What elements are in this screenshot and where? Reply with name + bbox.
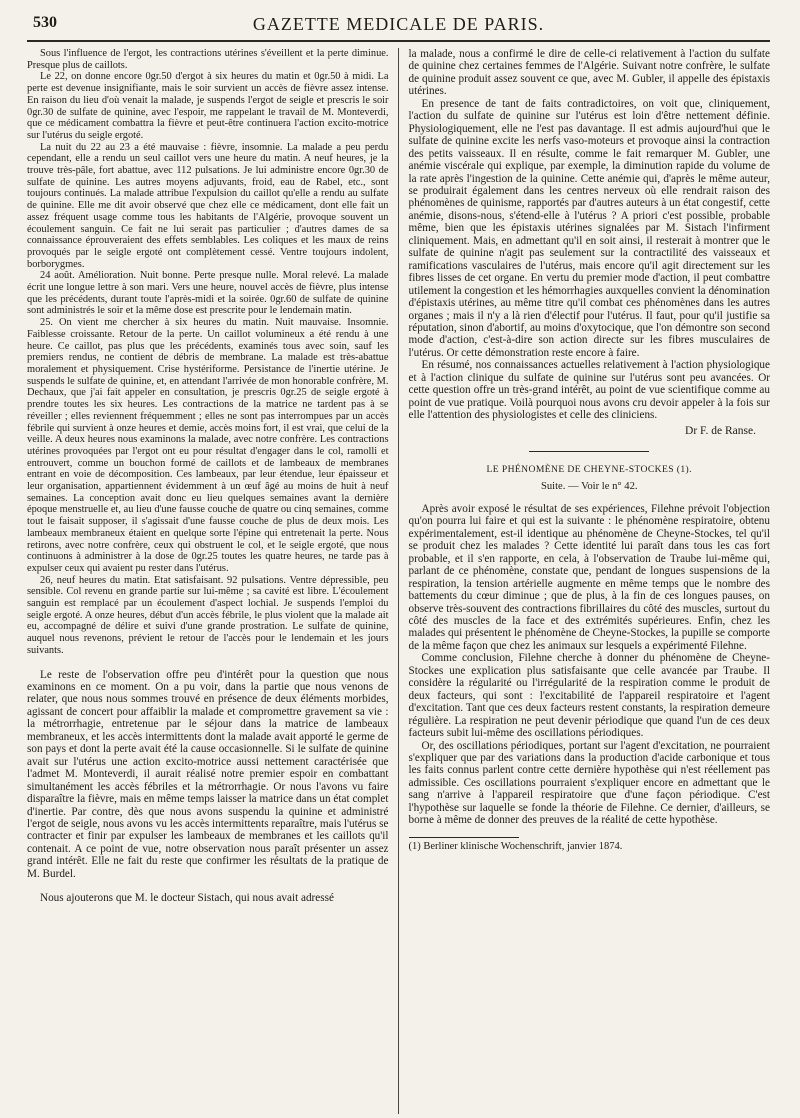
paragraph: Le 22, on donne encore 0gr.50 d'ergot à six heures du matin et 0gr.50 à midi. La perte est devenue insignifiante, mais le soir survient un accès de fièvre assez intense. En raison du lieu d'où venait la malade, je suspends l'ergot de seigle et prescris le soir 0gr.30 de sulfate de quinine, avec l'espoir, me rappelant le travail de M. Monteverdi, que ce médicament combattra la fièvre et peut-être continuera l'action excito-motrice sur l'utérus du seigle ergoté. — [27, 71, 389, 141]
left-column — [27, 48, 399, 1114]
paragraph: 26, neuf heures du matin. Etat satisfaisant. 92 pulsations. Ventre dépressible, peu sensible. Col revenu en grande partie sur lui-même ; sa cavité est libre. L'écoulement sanguin est remplacé par un écoulement d'aspect lochial. Je suspends l'emploi du seigle ergoté. A onze heures, début d'un accès fébrile, le plus violent que la malade ait eu, accompagné de délire et suivi d'une grande prostration. Le sulfate de quinine, auquel nous revenons, prévient le retour de l'accès pour le lendemain et les jours suivants. — [27, 574, 389, 656]
article-subtitle: Suite. — Voir le n° 42. — [540, 480, 638, 492]
paragraph: Or, des oscillations périodiques, portant sur l'agent d'excitation, ne pourraient s'expliquer que par des variations dans la production d'acide carbonique et tous les faits connus parlent contre cette dernière hypothèse qui n'est réellement pas admissible. Ces oscillations pourraient s'expliquer encore en admettant que le sang n'arrive à l'appareil respiratoire que d'une façon périodique. C'est l'hypothèse sur laquelle se fonde la théorie de Filehne. Ce dernier, d'ailleurs, se borne à même de donner des preuves de la réalité de cette hypothèse. — [408, 739, 770, 827]
article-title: LE PHÉNOMÈNE DE CHEYNE-STOCKES (1). — [486, 464, 692, 476]
page-number: 530 — [33, 14, 57, 31]
running-title: GAZETTE MEDICALE DE PARIS. — [252, 14, 545, 34]
paragraph: 24 août. Amélioration. Nuit bonne. Perte presque nulle. Moral relevé. La malade écrit une longue lettre à son mari. Vers une heure, nouvel accès de fièvre, plus intense que les précédents, durant toute l'après-midi et la soirée. 0gr.60 de sulfate de quinine sont administrés le soir et la même dose est prescrite pour le lendemain matin. — [27, 270, 389, 317]
author-signature: Dr F. de Ranse. — [685, 424, 756, 437]
paragraph: La nuit du 22 au 23 a été mauvaise : fièvre, insomnie. La malade a peu perdu cependant, elle a rendu un seul caillot vers une heure du matin. A neuf heures, je la trouve très-pâle, fort abattue, avec 112 pulsations. Je lui administre encore 0gr.30 de sulfate de quinine. Les autres moyens adjuvants, froid, eau de Rabel, etc., sont toujours continués. La malade attribue l'expulsion du caillot qu'elle a rendu au sulfate de quinine. Elle me dit avoir observé que chez elle ce médicament, dont elle fait un assez fréquent usage comme tous les habitants de l'Algérie, provoque souvent un écoulement sanguin. Ce fait ne lui serait pas particulier ; d'autres dames de sa connaissance éprouveraient des effets semblables. Les coliques et les maux de reins provoqués par le seigle ergoté ont complètement cessé. Ventre toujours indolent, borborygmes. — [27, 141, 389, 270]
footnote-rule — [409, 837, 519, 838]
columns — [27, 48, 770, 1114]
paragraph: Comme conclusion, Filehne cherche à donner du phénomène de Cheyne-Stockes une explication plus satisfaisante que celle avancée par Traube. Il considère la régularité ou l'irrégularité de la respiration comme le produit de deux facteurs, qui sont : l'excitabilité de l'appareil respiratoire et l'agent d'excitation. Tant que ces deux facteurs restent constants, la respiration demeure régulière. La respiration ne peut devenir périodique que quand l'un de ces deux facteurs subit lui-même des oscillations périodiques. — [408, 652, 770, 740]
right-column — [399, 48, 771, 1114]
header-rule — [27, 40, 770, 42]
paragraph: En presence de tant de faits contradictoires, on voit que, cliniquement, l'action du sulfate de quinine sur l'utérus est loin d'être nettement définie. Physiologiquement, elle ne l'est pas davantage. Il est admis aujourd'hui que le sulfate de quinine excite les nerfs vaso-moteurs et provoque ainsi la contraction des petits vaisseaux. Il en résulte, comme le fait remarquer M. Gubler, une anémie viscérale qui explique, par exemple, la diminution rapide du volume de la rate après l'ingestion de la quinine. Cette anémie qui, d'après le même auteur, se produirait également dans les centres nerveux où elle rendrait raison des phénomènes de quinisme, rapportés par d'autres auteurs à un état congestif, cette anémie, disons-nous, s'étend-elle à l'utérus ? A priori c'est possible, probable même, bien que les épistaxis utérines signalées par M. Sistach l'infirment cliniquement. Mais, en admettant qu'il en soit ainsi, il resterait à montrer que le sulfate de quinine n'agit pas seulement sur la contractilité des vaisseaux et ramifications vasculaires de l'utérus, mais encore qu'il agit directement sur les fibres lisses de cet organe. En vertu du premier mode d'action, il peut combattre utilement la congestion et les hémorrhagies auxquelles convient la dénomination d'épistaxis utérines, au même titre qu'il combat ces phénomènes dans les autres organes ; mais il n'y a là rien d'électif pour l'utérus. Il faut, pour qu'il justifie sa réputation, sinon d'abortif, au moins d'oxytocique, que l'on démontre son second mode d'action, c'est-à-dire son action directe sur les fibres musculaires de l'utérus. Or cette démonstration reste encore à faire. — [408, 97, 770, 359]
page-header — [27, 0, 770, 46]
paragraph: 25. On vient me chercher à six heures du matin. Nuit mauvaise. Insomnie. Faiblesse croissante. Retour de la perte. Un caillot volumineux a été rendu à une heure. Ce caillot, pas plus que les précédents, examinés tous avec soin, sauf les premiers rendus, ne contient de débris de membrane. La malade est très-abattue moralement et physiquement. Crise hystériforme. Persistance de l'inertie utérine. Je suspends le sulfate de quinine, et, en attendant l'arrivée de mon honorable confrère, M. Dechaux, que j'ai fait appeler en consultation, je prescris 0gr.25 de seigle ergoté à prendre toutes les six heures. Les contractions de la matrice ne tardent pas à se réveiller ; elles reviennent fréquemment ; elles ne sont pas interrompues par un accès fébrile qui survient à onze heures et demie, accès moins fort, il est vrai, que celui de la veille. A deux heures nous examinons la malade, avec notre confrère. Les contractions utérines provoquées par l'ergot ont eu pour résultat d'engager dans le col, ramolli et entrouvert, comme un bouchon formé de caillots et de lambeaux de membranes entrant en voie de décomposition. Ces lambeaux, par leur étendue, leur épaisseur et leur organisation, appartiennent évidemment à un œuf âgé au moins de huit à neuf semaines. La conception avait donc eu lieu quelques semaines avant la dernière époque menstruelle et, au lieu d'une fausse couche de quatre ou cinq semaines, comme tout le faisait supposer, il s'agissait d'une fausse couche de plus de deux mois. Les lambeaux membraneux étaient en quelque sorte l'épine qui entretenait la perte. Nous retirons, avec notre confrère, ceux qui obstruent le col, et le seigle ergoté, que nous continuons à administrer à la dose de 0gr.25 toutes les quatre heures, ne tarde pas à expulser ceux qui avaient pu rester dans l'utérus. — [27, 317, 389, 574]
paragraph: Après avoir exposé le résultat de ses expériences, Filehne prévoit l'objection qu'on pourra lui faire et qui est la suivante : le phénomène respiratoire, obtenu expérimentalement, est-il identique au phénomène de Cheyne-Stockes, tel qu'il se produit chez les malades ? Cette identité lui paraît dans tous les cas fort probable, et il s'en rapporte, en cela, à l'observation de Traube lui-même qui, parlant de ce phénomène, constate que, pendant de longues suspensions de la respiration, la tension artérielle augmente en même temps que le nombre des battements du cœur diminue ; que de plus, à la fin de ces longues pauses, on observe très-souvent des contractions fibrillaires du côté des muscles, surtout du côté des muscles de la face et des extrémités supérieures. Enfin, chez les malades qui présentent le phénomène de Cheyne-Stockes, la pupille se comporte de la même façon que chez les animaux sur lesquels a expérimenté Filehne. — [408, 502, 770, 652]
section-separator — [529, 451, 649, 452]
footnote: (1) Berliner klinische Wochenschrift, janvier 1874. — [408, 840, 623, 852]
paragraph: Nous ajouterons que M. le docteur Sistach, qui nous avait adressé — [40, 892, 334, 905]
paragraph: Le reste de l'observation offre peu d'intérêt pour la question que nous examinons en ce moment. On a pu voir, dans la partie que nous venons de relater, que nous nous sommes trouvé en présence de deux éléments morbides, agissant de concert pour affaiblir la malade et compromettre gravement sa vie : la métrorrhagie, entretenue par le séjour dans la matrice de lambeaux membraneux, et les accès intermittents dont la malade avait apporté le germe de son pays et dont la perte avait été la cause occasionnelle. Si le sulfate de quinine avait sur l'utérus une action excito-motrice aussi nettement caractérisée que l'admet M. Monteverdi, il aurait réalisé notre premier espoir en combattant simultanément les accès fébriles et la métrorrhagie. Or nous l'avons vu faire disparaître la fièvre, mais en même temps laisser la matrice dans un état complet d'inertie. Par contre, dès que nous avons suspendu la quinine et administré l'ergot de seigle, nous avons vu les accès intermittents reparaître, mais l'utérus se contracter et finir par expulser les lambeaux de membranes et les caillots qu'il contenait. A ce point de vue, notre observation nous paraît présenter un assez grand intérêt. Elle ne fait du reste que confirmer les résultats de la pratique de M. Burdel. — [27, 668, 389, 880]
paragraph: Sous l'influence de l'ergot, les contractions utérines s'éveillent et la perte diminue. Presque plus de caillots. — [27, 48, 389, 71]
paragraph: la malade, nous a confirmé le dire de celle-ci relativement à l'action du sulfate de quinine chez certaines femmes de l'Algérie. Suivant notre confrère, le sulfate de quinine produit assez souvent ce que, avec M. Gubler, il appelle des épistaxis utérines. — [408, 48, 770, 98]
paragraph: En résumé, nos connaissances actuelles relativement à l'action physiologique et à l'action clinique du sulfate de quinine sur l'utérus sont peu avancées. Or cette question offre un très-grand intérêt, au point de vue scientifique comme au point de vue pratique. Voilà pourquoi nous avons cru devoir appeler à la fois sur elle l'attention des physiologistes et celle des cliniciens. — [408, 359, 770, 422]
